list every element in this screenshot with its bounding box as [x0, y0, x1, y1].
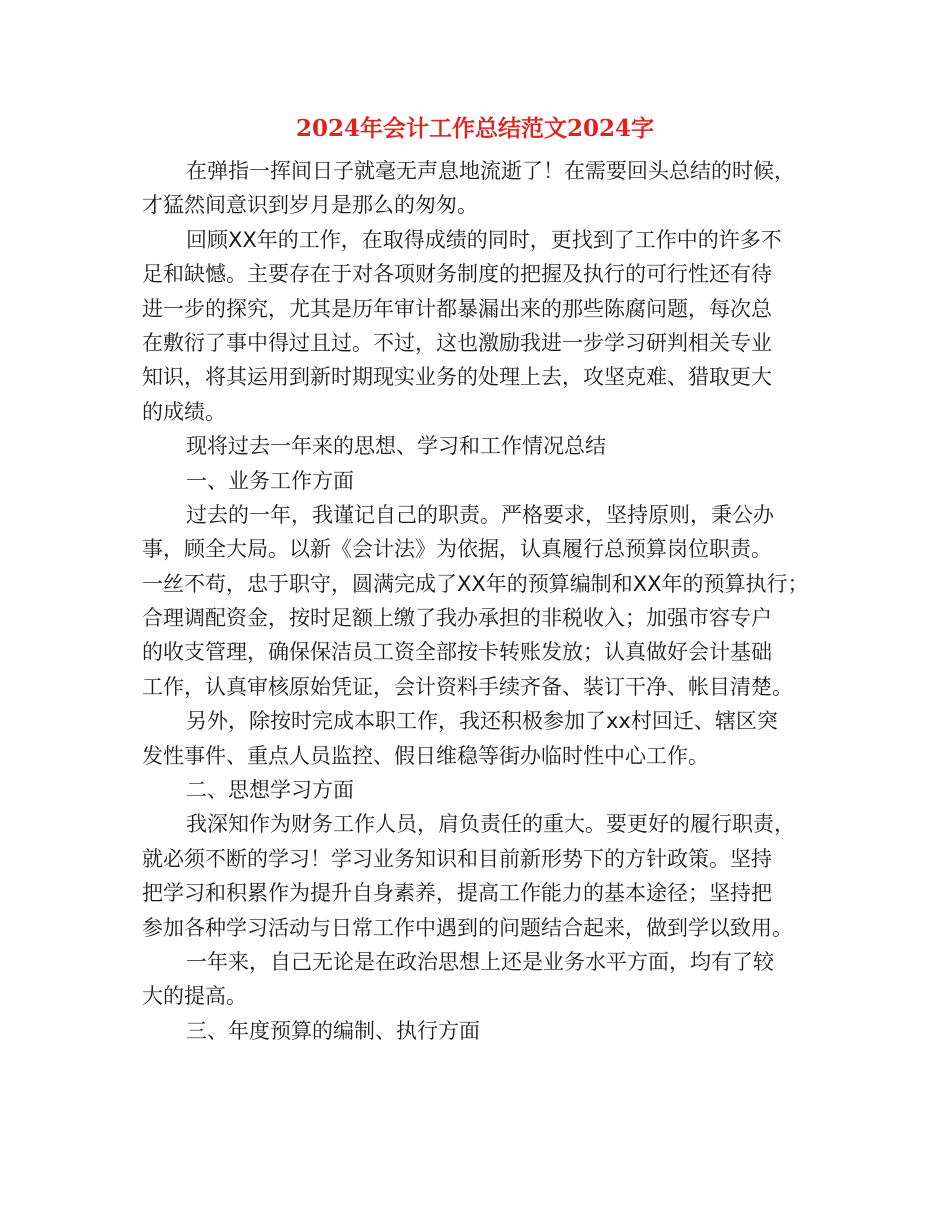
section-heading: 三、年度预算的编制、执行方面 — [186, 1018, 480, 1043]
body-line: 现将过去一年来的思想、学习和工作情况总结 — [186, 434, 606, 459]
body-line: 事，顾全大局。以新《会计法》为依据，认真履行总预算岗位职责。 — [142, 537, 772, 562]
document-body — [142, 154, 812, 1048]
body-line: 的成绩。 — [142, 399, 226, 424]
body-line: 发性事件、重点人员监控、假日维稳等街办临时性中心工作。 — [142, 743, 709, 768]
body-line: 回顾XX年的工作，在取得成绩的同时，更找到了工作中的许多不 — [186, 227, 782, 252]
body-line: 我深知作为财务工作人员，肩负责任的重大。要更好的履行职责， — [186, 812, 795, 837]
body-line: 另外，除按时完成本职工作，我还积极参加了xx村回迁、辖区突 — [186, 709, 778, 734]
body-line: 才猛然间意识到岁月是那么的匆匆。 — [142, 193, 478, 218]
body-line: 足和缺憾。主要存在于对各项财务制度的把握及执行的可行性还有待 — [142, 262, 772, 287]
body-line: 把学习和积累作为提升自身素养，提高工作能力的基本途径；坚持把 — [142, 881, 772, 906]
section-heading: 二、思想学习方面 — [186, 778, 354, 803]
body-line: 合理调配资金，按时足额上缴了我办承担的非税收入；加强市容专户 — [142, 606, 772, 631]
body-line: 工作，认真审核原始凭证，会计资料手续齐备、装订干净、帐目清楚。 — [142, 674, 793, 699]
body-line: 参加各种学习活动与日常工作中遇到的问题结合起来，做到学以致用。 — [142, 915, 793, 940]
section-heading: 一、业务工作方面 — [186, 468, 354, 493]
body-line: 在敷衍了事中得过且过。不过，这也激励我进一步学习研判相关专业 — [142, 330, 772, 355]
body-line: 大的提高。 — [142, 984, 247, 1009]
body-line: 进一步的探究，尤其是历年审计都暴漏出来的那些陈腐问题，每次总 — [142, 296, 772, 321]
body-line: 知识，将其运用到新时期现实业务的处理上去，攻坚克难、猎取更大 — [142, 365, 772, 390]
body-line: 过去的一年，我谨记自己的职责。严格要求，坚持原则，秉公办 — [186, 502, 774, 527]
body-line: 的收支管理，确保保洁员工资全部按卡转账发放；认真做好会计基础 — [142, 640, 772, 665]
body-line: 在弹指一挥间日子就毫无声息地流逝了！在需要回头总结的时候， — [186, 159, 795, 183]
document-title: 2024年会计工作总结范文2024字 — [295, 115, 655, 142]
body-line: 就必须不断的学习！学习业务知识和目前新形势下的方针政策。坚持 — [142, 846, 772, 871]
body-line: 一丝不苟，忠于职守，圆满完成了XX年的预算编制和XX年的预算执行； — [142, 571, 809, 596]
body-line: 一年来，自己无论是在政治思想上还是业务水平方面，均有了较 — [186, 949, 774, 974]
